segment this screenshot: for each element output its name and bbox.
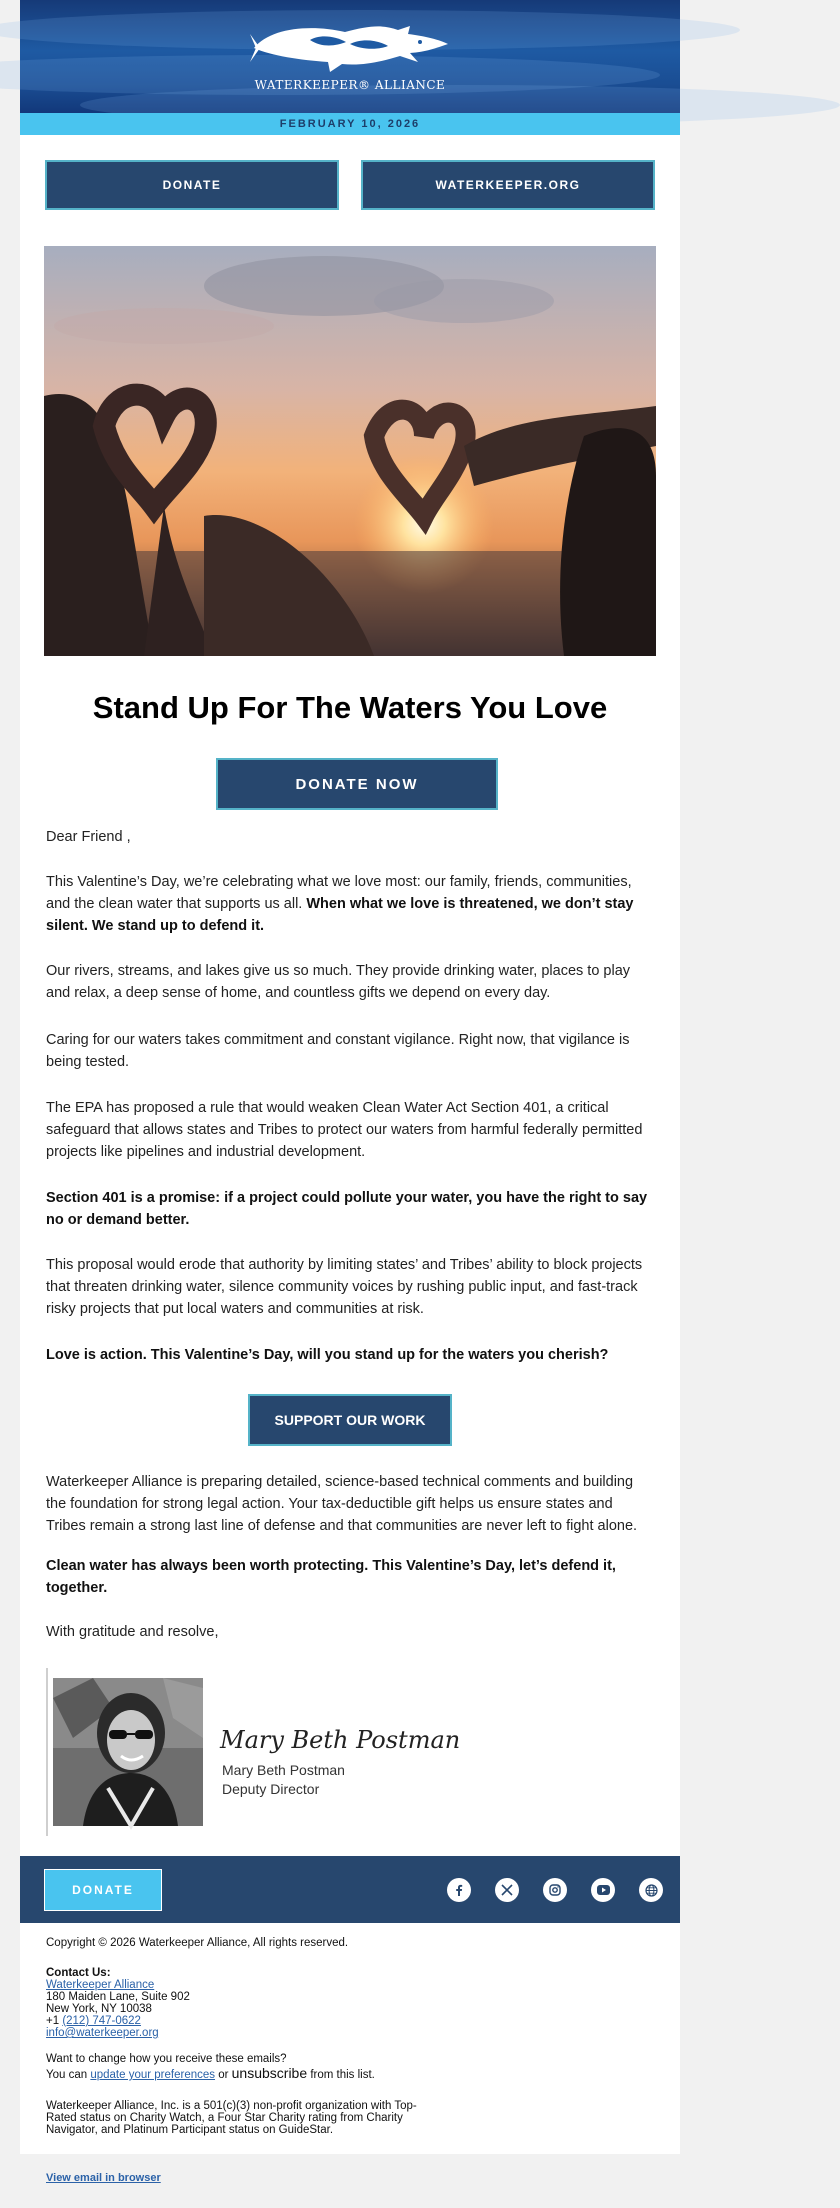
change-question: Want to change how you receive these emails? [46, 2053, 287, 2065]
avatar [53, 1678, 203, 1826]
signature-block [46, 1668, 461, 1836]
paragraph-6: This proposal would erode that authority by limiting states’ and Tribes’ ability to block projects that threaten drinking water, silence community voices by rushing public input, and fast-track risky projects that put local waters and communities at risk. [46, 1257, 643, 1317]
website-button[interactable]: WATERKEEPER.ORG [361, 160, 655, 210]
address-line-1: 180 Maiden Lane, Suite 902 [46, 1991, 190, 2003]
greeting: Dear Friend , [46, 829, 131, 845]
contact-label: Contact Us: [46, 1967, 111, 1979]
address-line-2: New York, NY 10038 [46, 2003, 152, 2015]
paragraph-1-text: This Valentine’s Day, we’re celebrating what we love most: our family, friends, communities, and the clean water that supports us all. [46, 874, 632, 912]
waterkeeper-fish-logo-icon [250, 22, 450, 74]
paragraph-9-bold: Clean water has always been worth protecting. This Valentine’s Day, let’s defend it, together. [46, 1558, 616, 1596]
preferences-block [46, 2053, 466, 2081]
donate-button[interactable]: DONATE [45, 160, 339, 210]
phone-link[interactable]: (212) 747-0622 [62, 2015, 141, 2027]
paragraph-5 [46, 1187, 656, 1231]
footer-bar [20, 1856, 680, 1923]
facebook-icon[interactable] [447, 1878, 471, 1902]
paragraph-2: Our rivers, streams, and lakes give us so much. They provide drinking water, places to play and relax, a deep sense of home, and countless gifts we depend on every day. [46, 963, 631, 1001]
paragraph-8: Waterkeeper Alliance is preparing detailed, science-based technical comments and building the foundation for strong legal action. Your tax-deductible gift helps us ensure states and Tribes remain a strong last line of defense and that communities are never left to fight alone. [46, 1474, 638, 1534]
paragraph-9 [46, 1555, 656, 1599]
paragraph-4: The EPA has proposed a rule that would weaken Clean Water Act Section 401, a critical safeguard that allows states and Tribes to protect our waters from harmful federally permitted projects like pipelines and industrial development. [46, 1100, 643, 1160]
you-can-text: You can [46, 2069, 91, 2081]
donate-now-button[interactable]: DONATE NOW [216, 758, 498, 810]
from-list-text: from this list. [307, 2069, 375, 2081]
unsubscribe-link[interactable]: unsubscribe [231, 2065, 308, 2081]
youtube-icon[interactable] [591, 1878, 615, 1902]
page-title: Stand Up For The Waters You Love [92, 690, 608, 725]
handwritten-signature [220, 1720, 461, 1765]
copyright: Copyright © 2026 Waterkeeper Alliance, All rights reserved. [46, 1937, 349, 1949]
date-bar: FEBRUARY 10, 2026 [20, 113, 680, 135]
email-link[interactable]: info@waterkeeper.org [46, 2027, 159, 2039]
support-our-work-button[interactable]: SUPPORT OUR WORK [248, 1394, 452, 1446]
contact-block [46, 1967, 466, 2039]
paragraph-7-bold: Love is action. This Valentine’s Day, will you stand up for the waters you cherish? [46, 1347, 609, 1363]
footer-donate-button[interactable]: DONATE [44, 1869, 162, 1911]
signer-name: Mary Beth Postman [222, 1762, 345, 1778]
email-body [20, 0, 680, 2154]
view-in-browser-link[interactable]: View email in browser [46, 2172, 161, 2184]
valentine-hands-heart-photo [44, 246, 656, 656]
or-text: or [215, 2069, 232, 2081]
logo-wordmark: WATERKEEPER® ALLIANCE [254, 78, 446, 92]
paragraph-1-bold: When what we love is threatened, we don’t stay silent. We stand up to defend it. [46, 896, 634, 934]
paragraph-3: Caring for our waters takes commitment and constant vigilance. Right now, that vigilance is being tested. [46, 1032, 630, 1070]
paragraph-5-bold: Section 401 is a promise: if a project could pollute your water, you have the right to say no or demand better. [46, 1190, 648, 1228]
header-banner [20, 0, 680, 113]
phone-prefix: +1 [46, 2015, 63, 2027]
signer-title: Deputy Director [222, 1781, 320, 1797]
paragraph-7 [46, 1344, 656, 1366]
update-preferences-link[interactable]: update your preferences [90, 2069, 216, 2081]
nonprofit-statement: Waterkeeper Alliance, Inc. is a 501(c)(3) non-profit organization with Top-Rated status on Charity Watch, a Four Star Charity rating from Charity Navigator, and Platinum Participant status on GuideStar. [46, 2100, 417, 2136]
x-twitter-icon[interactable] [495, 1878, 519, 1902]
org-link[interactable]: Waterkeeper Alliance [46, 1979, 155, 1991]
closing: With gratitude and resolve, [46, 1624, 219, 1640]
paragraph-1 [46, 871, 656, 937]
instagram-icon[interactable] [543, 1878, 567, 1902]
website-globe-icon[interactable] [639, 1878, 663, 1902]
signature-script-text: Mary Beth Postman [220, 1726, 461, 1754]
